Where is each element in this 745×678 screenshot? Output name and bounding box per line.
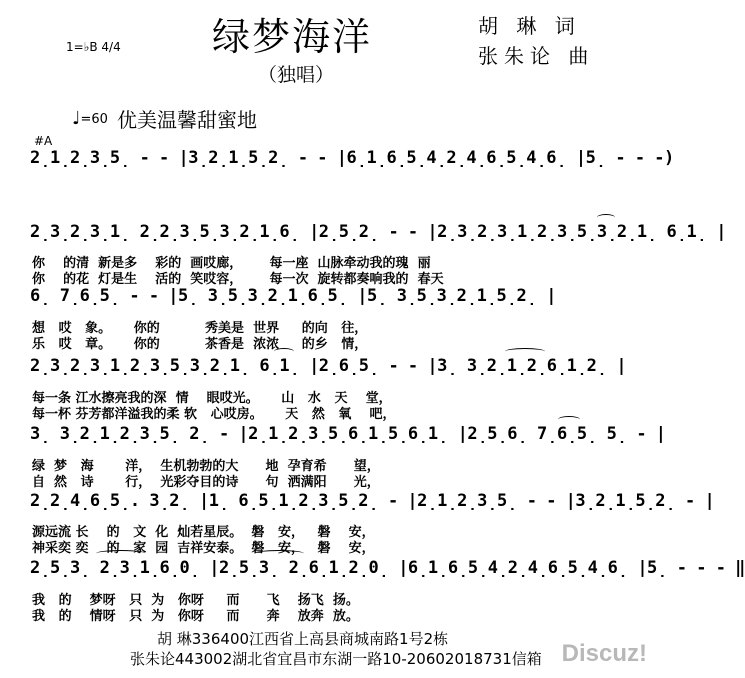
music-line-7: 2̣5̣3̣ 2̣3̣1̣6̣0̣ |2̣5̣3̣ 2̣6̣1̣2̣0̣ |6̣1̣6̣5̣4̣2̣4̣6̣5̣4̣6̣ |5̣ - - - ‖ [30, 558, 745, 578]
slur-mark [274, 348, 294, 355]
music-line-3: 6̣ 7̣6̣5̣ - - |5̣ 3̣5̣3̣2̣1̣6̣5̣ |5̣ 3̣5̣3̣2̣1̣5̣2̣ | [30, 286, 556, 306]
music-line-2: 2̣3̣2̣3̣1̣ 2̣2̣3̣5̣3̣2̣1̣6̣ |2̣5̣2̣ - - |2̣3̣2̣3̣1̣2̣3̣5̣3̣2̣1̣ 6̣1̣ | [30, 222, 726, 242]
slur-mark [254, 550, 304, 557]
lyrics-verse2-line1: 你 的花 灯是生 活的 笑哎容， 每一次 旋转都奏响我的 春天 [32, 272, 444, 287]
lyrics-verse1-line5: 源远流 长 的 文 化 灿若星辰。 磐 安， 磐 安， [32, 525, 375, 540]
slur-mark [558, 416, 580, 423]
song-title: 绿梦海洋 [212, 15, 373, 59]
footer-contact-1: 胡 琳336400江西省上高县商城南路1号2栋 [157, 630, 449, 648]
tempo-marking [72, 108, 108, 129]
slur-mark [96, 550, 146, 557]
quarter-note-icon: ♩ [72, 108, 81, 129]
music-line-1: 2̣1̣2̣3̣5̣ - - |3̣2̣1̣5̣2̣ - - |6̣1̣6̣5̣4̣2̣4̣6̣5̣4̣6̣ |5̣ - - -) [30, 148, 674, 168]
slur-mark [597, 214, 615, 221]
lyrics-verse1-line2: 想 哎 象。 你的 秀美是 世界 的向 往， [32, 321, 368, 336]
lyrics-verse1-line6: 我 的 梦呀 只 为 你呀 而 飞 扬飞 扬。 [32, 593, 359, 608]
watermark-logo: Discuz! [561, 640, 647, 667]
composer-credit: 张朱论 曲 [478, 44, 595, 68]
lyrics-verse2-line2: 乐 哎 章。 你的 茶香是 浓浓 的乡 情， [32, 337, 368, 352]
lyrics-verse2-line4: 自 然 诗 行， 光彩夺目的诗 句 洒满阳 光， [32, 475, 380, 490]
lyrics-verse1-line3: 每一条 江水擦亮我的深 情 眼哎光。 山 水 天 堂， [32, 391, 392, 406]
expression-marking: 优美温馨甜蜜地 [117, 108, 257, 132]
music-line-5: 3̣ 3̣2̣1̣2̣3̣5̣ 2̣ - |2̣1̣2̣3̣5̣6̣1̣5̣6̣1̣ |2̣5̣6̣ 7̣6̣5̣ 5̣ - | [30, 424, 666, 444]
tempo-value: =60 [80, 112, 108, 127]
lyrics-verse1-line4: 绿 梦 海 洋， 生机勃勃的大 地 孕育希 望， [32, 459, 380, 474]
section-marker: #A [34, 134, 53, 148]
music-line-4: 2̣3̣2̣3̣1̣2̣3̣5̣3̣2̣1̣ 6̣1̣ |2̣6̣5̣ - - |3̣ 3̣2̣1̣2̣6̣1̣2̣ | [30, 356, 627, 376]
lyricist-credit: 胡 琳 词 [478, 14, 581, 38]
lyrics-verse2-line3: 每一杯 芬芳都洋溢我的柔 软 心哎房。 天 然 氧 吧， [32, 407, 396, 422]
song-subtitle: （独唱） [258, 64, 335, 86]
lyrics-verse1-line1: 你 的清 新是多 彩的 画哎廊， 每一座 山脉牵动我的瑰 丽 [32, 256, 431, 271]
lyrics-verse2-line6: 我 的 情呀 只 为 你呀 而 奔 放奔 放。 [32, 609, 359, 624]
music-line-6: 2̣2̣4̣6̣5̣. 3̣2̣ |1̣ 6̣5̣1̣2̣3̣5̣2̣ - |2̣1̣2̣3̣5̣ - - |3̣2̣1̣5̣2̣ - | [30, 491, 715, 511]
lyrics-verse2-line5: 神采奕 奕 的 家 园 吉祥安泰。 磐 安， 磐 安， [32, 541, 375, 556]
slur-mark [505, 348, 545, 355]
key-signature: 1=♭B 4/4 [66, 40, 121, 54]
footer-contact-2: 张朱论443002湖北省宜昌市东湖一路10-20602018731信箱 [130, 650, 542, 668]
